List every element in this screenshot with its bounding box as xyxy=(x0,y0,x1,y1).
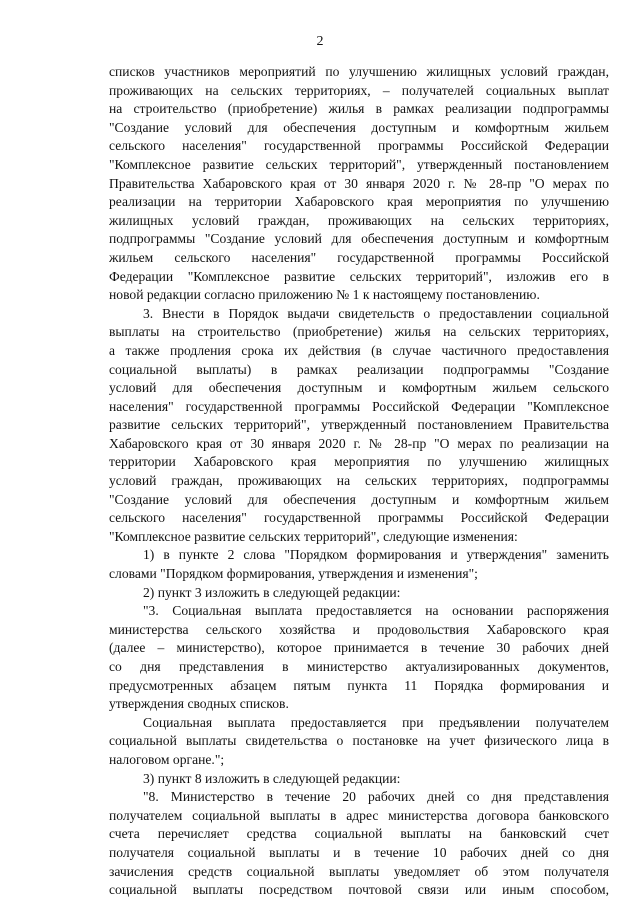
text-line: подпрограммы "Создание условий для обеспечения доступным и комфортным xyxy=(109,231,609,247)
text-line: зачисления средств социальной выплаты уведомляет об этом получателя xyxy=(109,863,609,879)
text-line: условий для обеспечения доступным и комфортным жильем сельского xyxy=(109,380,609,396)
text-line: социальной выплаты свидетельства о постановке на учет физического лица в xyxy=(109,733,609,749)
text-line: выплаты на строительство (приобретение) жилья на сельских территориях, xyxy=(109,324,609,340)
text-line: предусмотренных абзацем пятым пункта 11 Порядка формирования и xyxy=(109,677,609,693)
text-line: территории Хабаровского края мероприятия по улучшению жилищных xyxy=(109,454,609,470)
text-line: Социальная выплата предоставляется при предъявлении получателем xyxy=(143,714,609,730)
text-line: "Комплексное развитие сельских территорий", следующие изменения: xyxy=(109,528,518,544)
text-line: условий граждан, проживающих на сельских территориях, подпрограммы xyxy=(109,473,609,489)
text-line: развитие сельских территорий", утвержденный постановлением Правительства xyxy=(109,417,609,433)
text-line: 3) пункт 8 изложить в следующей редакции: xyxy=(143,770,401,786)
text-line: реализации на территории Хабаровского края мероприятия по улучшению xyxy=(109,194,609,210)
text-line: министерства сельского хозяйства и продовольствия Хабаровского края xyxy=(109,621,609,637)
text-line: 2) пункт 3 изложить в следующей редакции: xyxy=(143,584,401,600)
document-body xyxy=(109,63,609,900)
text-line: (далее – министерство), которое принимается в течение 30 рабочих дней xyxy=(109,640,609,656)
text-line: населения" государственной программы Российской Федерации "Комплексное xyxy=(109,398,609,414)
text-line: а также продления срока их действия (в случае частичного предоставления xyxy=(109,342,609,358)
text-line: Хабаровского края от 30 января 2020 г. № 28-пр "О мерах по реализации на xyxy=(109,435,609,451)
text-line: новой редакции согласно приложению № 1 к настоящему постановлению. xyxy=(109,287,540,303)
text-line: сельского населения" государственной программы Российской Федерации xyxy=(109,510,609,526)
text-line: проживающих на сельских территориях, – получателей социальных выплат xyxy=(109,82,609,98)
text-line: "8. Министерство в течение 20 рабочих дней со дня представления xyxy=(143,789,609,805)
text-line: жильем сельского населения" государственной программы Российской xyxy=(109,249,609,265)
text-line: сельского населения" государственной программы Российской Федерации xyxy=(109,138,609,154)
text-line: социальной выплаты посредством почтовой связи или иным способом, xyxy=(109,882,609,898)
text-line: со дня представления в министерство актуализированных документов, xyxy=(109,659,609,674)
text-line: "3. Социальная выплата предоставляется на основании распоряжения xyxy=(143,603,609,619)
text-line: на строительство (приобретение) жилья в рамках реализации подпрограммы xyxy=(109,101,609,117)
page-number: 2 xyxy=(316,34,324,49)
text-line: жилищных условий граждан, проживающих на сельских территориях, xyxy=(109,212,609,228)
text-line: Федерации "Комплексное развитие сельских территорий", изложив его в xyxy=(109,268,609,284)
text-line: социальной выплаты) в рамках реализации подпрограммы "Создание xyxy=(109,361,609,377)
text-line: "Создание условий для обеспечения доступным и комфортным жильем xyxy=(109,119,609,135)
text-line: получателем социальной выплаты в адрес министерства договора банковского xyxy=(109,807,609,823)
text-line: "Создание условий для обеспечения доступным и комфортным жильем xyxy=(109,491,609,507)
text-line: налоговом органе."; xyxy=(109,751,225,767)
text-line: словами "Порядком формирования, утверждения и изменения"; xyxy=(109,566,478,582)
text-line: "Комплексное развитие сельских территорий", утвержденный постановлением xyxy=(109,156,609,172)
text-line: получателя социальной выплаты и в течение 10 рабочих дней со дня xyxy=(109,844,609,860)
text-line: 1) в пункте 2 слова "Порядком формирования и утверждения" заменить xyxy=(143,547,609,563)
text-line: 3. Внести в Порядок выдачи свидетельств о предоставлении социальной xyxy=(143,305,609,321)
text-line: утверждения сводных списков. xyxy=(109,696,289,712)
text-line: списков участников мероприятий по улучшению жилищных условий граждан, xyxy=(109,64,609,79)
text-line: счета перечисляет средства социальной выплаты на банковский счет xyxy=(109,826,609,842)
text-line: Правительства Хабаровского края от 30 января 2020 г. № 28-пр "О мерах по xyxy=(109,175,609,191)
